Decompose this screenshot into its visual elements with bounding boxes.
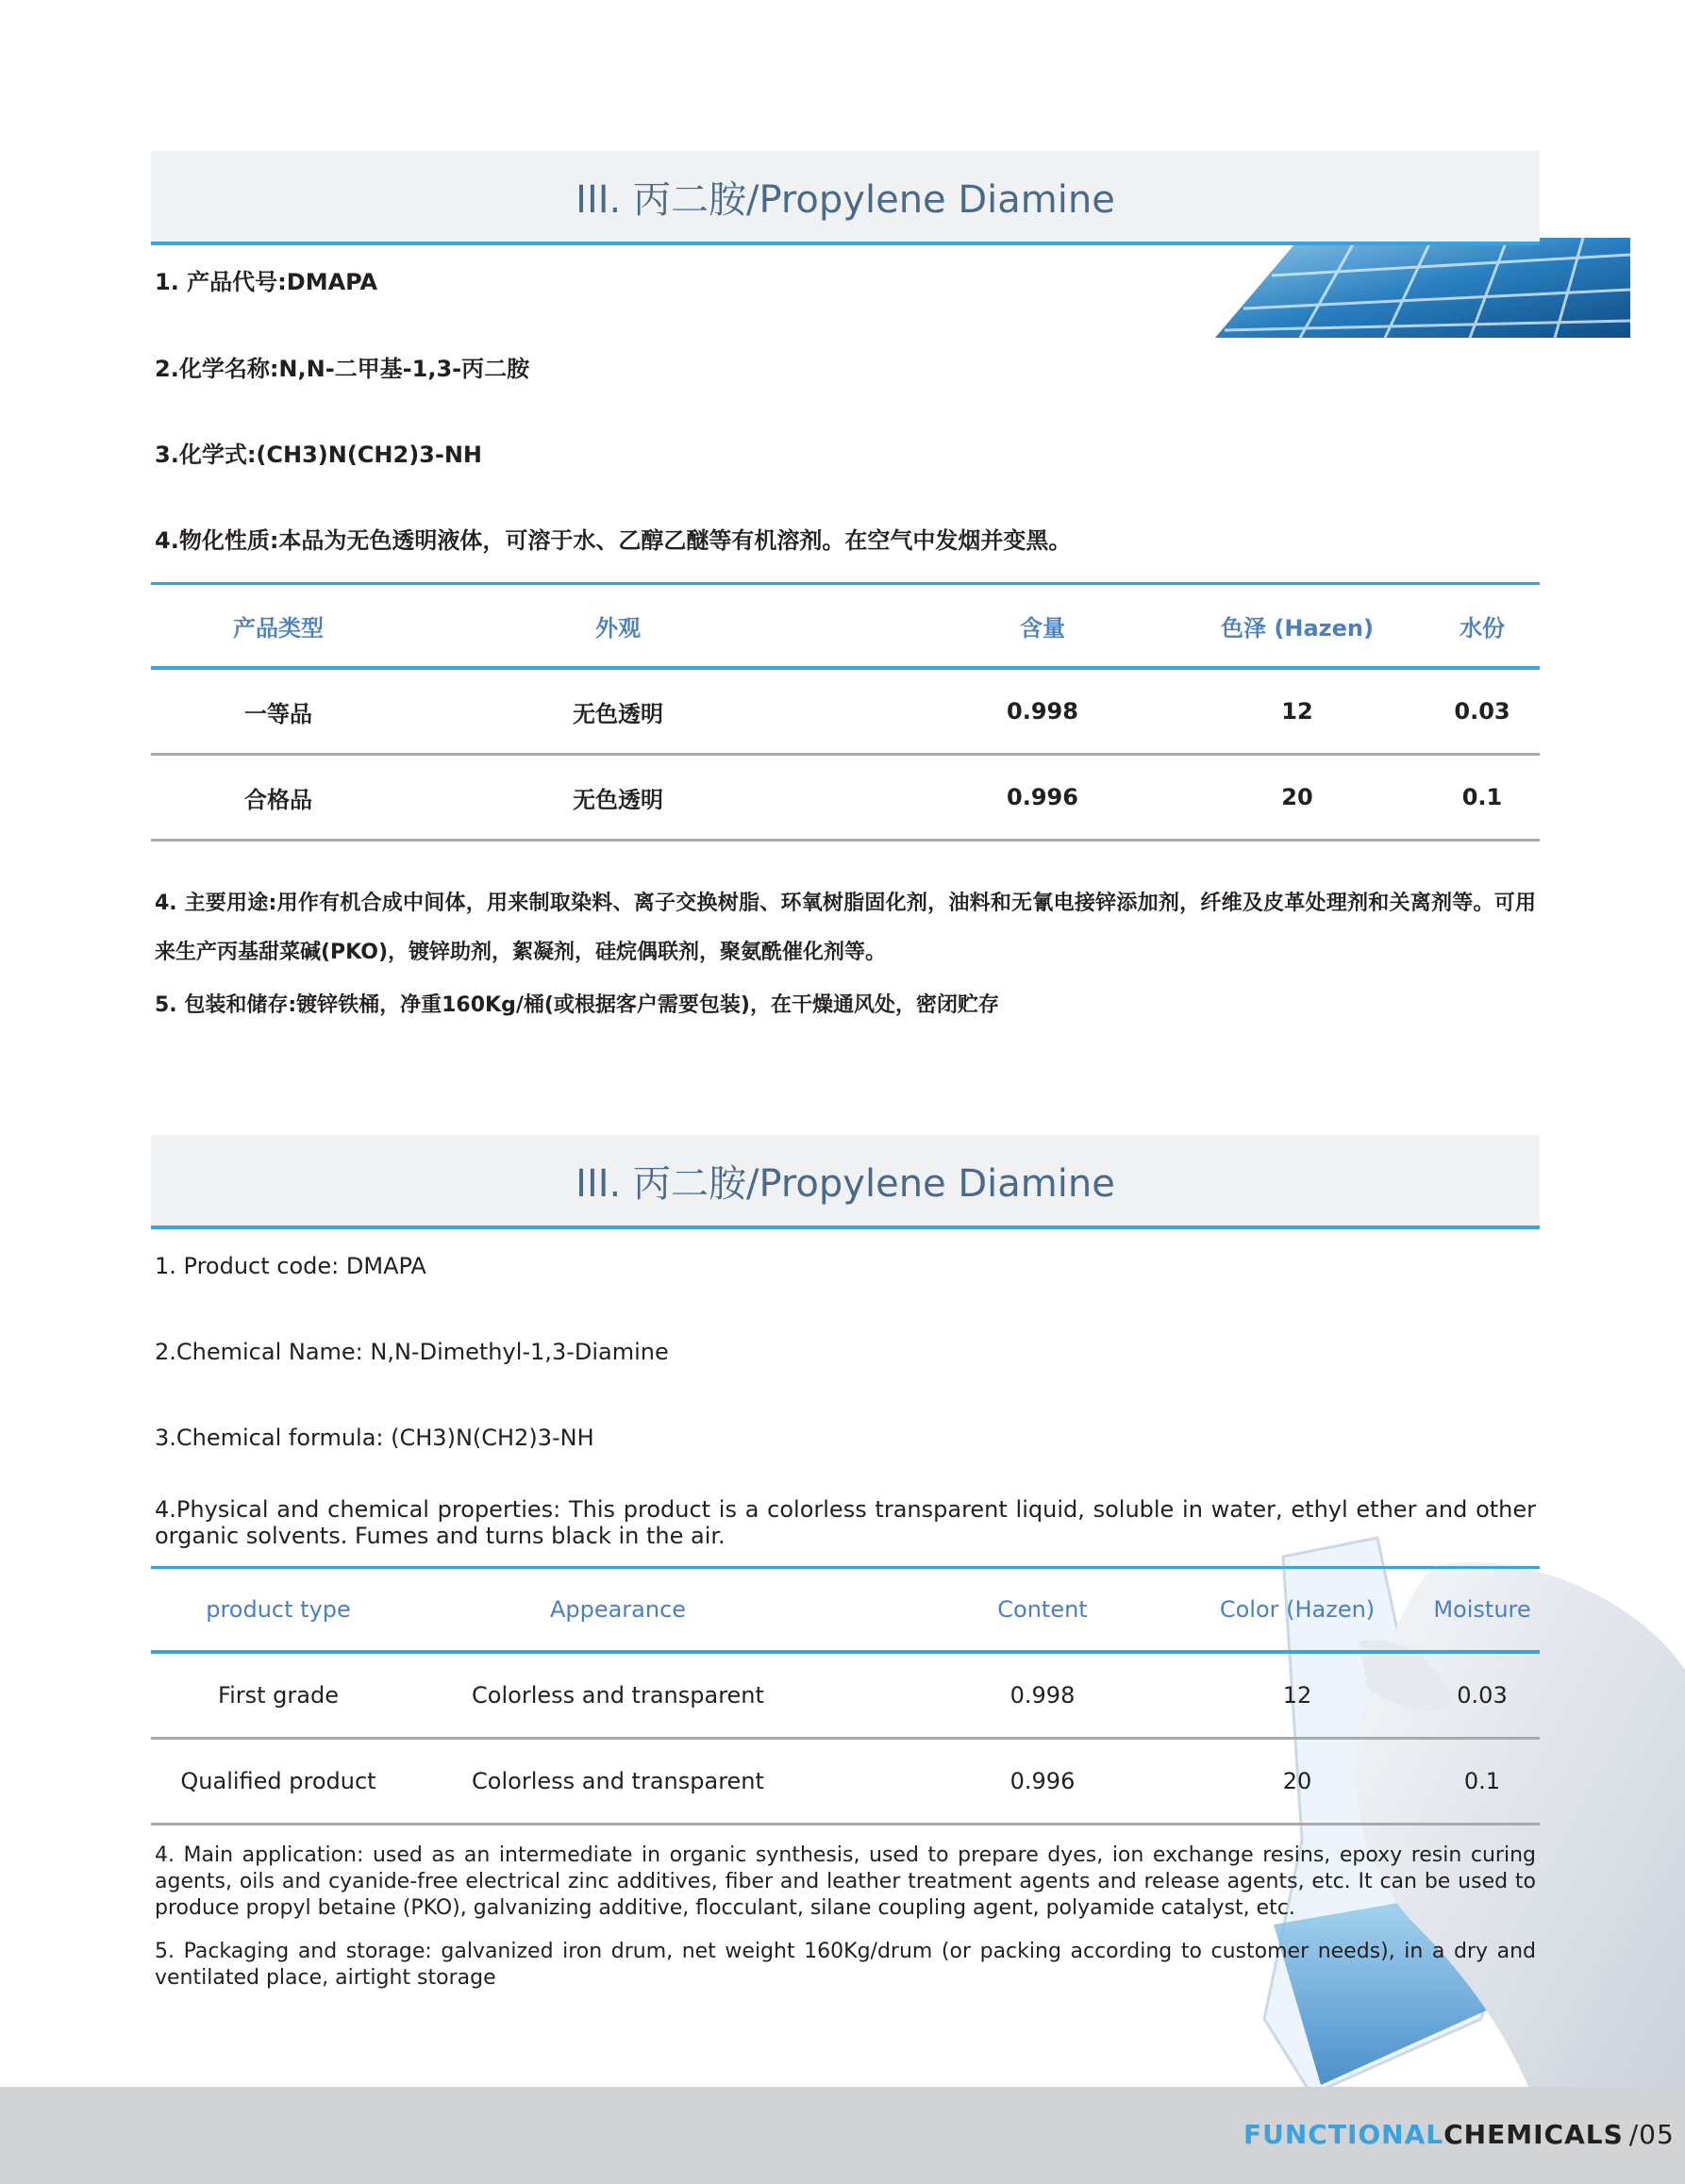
cell-product-type: Qualified product <box>180 1768 376 1794</box>
product-code: 1. 产品代号:DMAPA <box>155 269 378 295</box>
header-color: 色泽 (Hazen) <box>1221 614 1374 642</box>
cell-appearance: Colorless and transparent <box>472 1682 764 1709</box>
section-title-bar <box>151 1135 1540 1229</box>
cell-content: 0.998 <box>1009 1682 1076 1709</box>
main-application: 4. 主要用途:用作有机合成中间体，用来制取染料、离子交换树脂、环氧树脂固化剂，油料和无氰电接锌添加剂，纤维及皮革处理剂和关离剂等。可用来生产丙基甜菜碱(PKO)，镀锌助剂，絮凝剂，硅烷偶联剂，聚氨酰催化剂等。 <box>155 892 1536 964</box>
section-title: III. 丙二胺/Propylene Diamine <box>576 177 1115 222</box>
section-title: III. 丙二胺/Propylene Diamine <box>576 1161 1115 1206</box>
product-code: 1. Product code: DMAPA <box>155 1253 426 1279</box>
footer-brand <box>1243 2119 1675 2150</box>
section-title-bar <box>151 151 1540 245</box>
cell-appearance: Colorless and transparent <box>472 1768 764 1794</box>
cell-appearance: 无色透明 <box>573 786 663 813</box>
table-row <box>151 1654 1540 1740</box>
cell-content: 0.998 <box>1007 698 1078 725</box>
header-content: 含量 <box>1020 614 1065 642</box>
main-application: 4. Main application: used as an intermediate in organic synthesis, used to prepare dyes, ion exchange resins, epoxy resin curing agents, oils and cyanide-free electrical zinc additives, fiber and leather treatment agents and release agents, etc. It can be used to produce propyl betaine (PKO), galvanizing additive, flocculant, silane coupling agent, polyamide catalyst, etc. <box>155 1843 1536 1920</box>
spec-table <box>151 582 1540 842</box>
chemical-formula: 3.化学式:(CH3)N(CH2)3-NH <box>155 442 483 468</box>
cell-moisture: 0.03 <box>1457 1682 1508 1709</box>
chemical-formula: 3.Chemical formula: (CH3)N(CH2)3-NH <box>155 1425 594 1451</box>
header-color: Color (Hazen) <box>1219 1596 1376 1623</box>
page-footer <box>0 2087 1685 2184</box>
cell-product-type: First grade <box>218 1682 339 1709</box>
cell-content: 0.996 <box>1007 784 1078 810</box>
cell-color: 12 <box>1282 1682 1312 1709</box>
header-appearance: Appearance <box>549 1596 687 1623</box>
header-product-type: product type <box>206 1596 351 1623</box>
header-product-type: 产品类型 <box>233 614 324 642</box>
physical-properties: 4.Physical and chemical properties: This product is a colorless transparent liquid, soluble in water, ethyl ether and other organic solvents. Fumes and turns black in the air. <box>155 1496 1536 1549</box>
glass-building-image <box>1215 238 1630 338</box>
table-row <box>151 756 1540 842</box>
brand-functional: FUNCTIONAL <box>1243 2119 1444 2150</box>
cell-color: 12 <box>1281 698 1313 725</box>
header-content: Content <box>997 1596 1088 1623</box>
spec-table <box>151 1566 1540 1826</box>
chemical-name: 2.Chemical Name: N,N-Dimethyl-1,3-Diamine <box>155 1339 669 1365</box>
chinese-section <box>151 151 1540 1017</box>
header-moisture: Moisture <box>1433 1596 1531 1623</box>
page-number: /05 <box>1628 2119 1675 2150</box>
cell-appearance: 无色透明 <box>573 700 663 727</box>
cell-product-type: 一等品 <box>244 700 312 727</box>
cell-color: 20 <box>1281 784 1313 810</box>
table-row <box>151 670 1540 756</box>
cell-moisture: 0.03 <box>1454 698 1510 725</box>
cell-moisture: 0.1 <box>1461 784 1503 810</box>
table-header-row <box>151 1566 1540 1654</box>
table-row <box>151 1740 1540 1826</box>
cell-color: 20 <box>1282 1768 1312 1794</box>
english-section <box>151 1135 1540 1990</box>
cell-moisture: 0.1 <box>1463 1768 1501 1794</box>
cell-product-type: 合格品 <box>244 786 312 813</box>
chemical-name: 2.化学名称:N,N-二甲基-1,3-丙二胺 <box>155 356 530 382</box>
brand-chemicals: CHEMICALS <box>1443 2119 1624 2150</box>
cell-content: 0.996 <box>1009 1768 1076 1794</box>
physical-properties: 4.物化性质:本品为无色透明液体，可溶于水、乙醇乙醚等有机溶剂。在空气中发烟并变黑。 <box>155 527 1072 554</box>
header-moisture: 水份 <box>1460 614 1505 642</box>
packaging-storage: 5. 包装和储存:镀锌铁桶，净重160Kg/桶(或根据客户需要包装)，在干燥通风处，密闭贮存 <box>155 993 999 1017</box>
table-header-row <box>151 582 1540 670</box>
packaging-storage: 5. Packaging and storage: galvanized iron drum, net weight 160Kg/drum (or packing according to customer needs), in a dry and ventilated place, airtight storage <box>155 1940 1536 1990</box>
header-appearance: 外观 <box>595 614 641 642</box>
